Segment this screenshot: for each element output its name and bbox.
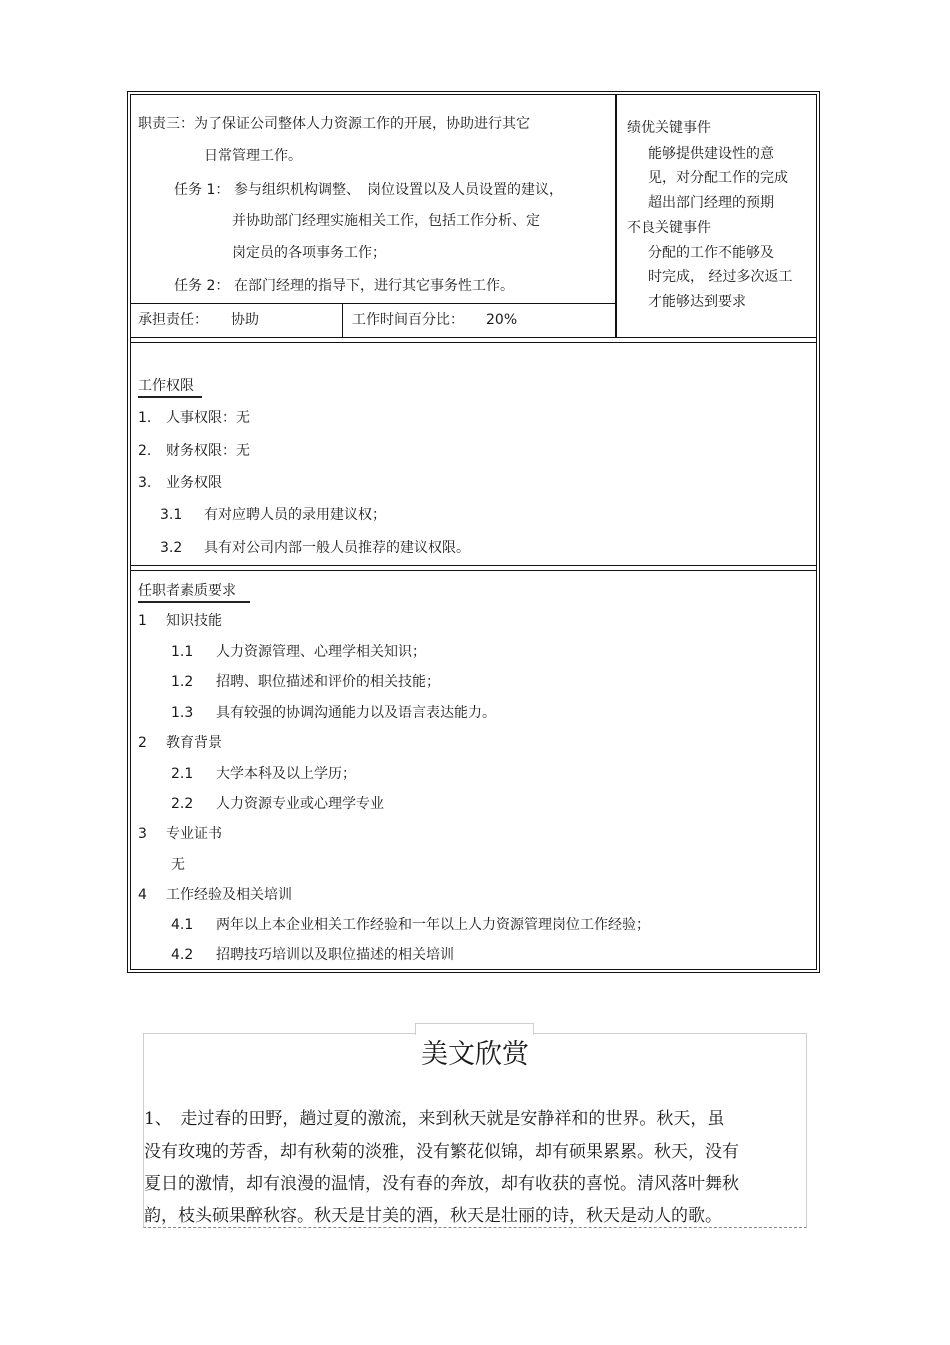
qual-item-text: 具有较强的协调沟通能力以及语言表达能力。 <box>216 705 496 721</box>
authority-title: 工作权限 <box>138 377 202 398</box>
qualification-title: 任职者素质要求 <box>138 582 250 603</box>
duty-line-2: 日常管理工作。 <box>204 148 302 164</box>
qual-section-num: 1 <box>138 613 147 629</box>
task1-line-2: 并协助部门经理实施相关工作，包括工作分析、定 <box>232 213 540 229</box>
task2-line-1: 在部门经理的指导下，进行其它事务性工作。 <box>234 278 514 294</box>
qual-section-title: 专业证书 <box>166 826 222 842</box>
task1-label: 任务 1： <box>174 182 230 198</box>
responsibility-divider <box>342 303 343 338</box>
authority-subitem-num: 3.2 <box>160 540 183 556</box>
task1-line-1: 参与组织机构调整、 岗位设置以及人员设置的建议， <box>234 182 563 198</box>
qual-section-title: 工作经验及相关培训 <box>166 887 292 903</box>
qual-item-num: 1.2 <box>171 674 194 690</box>
authority-item-text: 财务权限：无 <box>166 443 250 459</box>
qual-item-num: 4.1 <box>171 917 194 933</box>
time-percentage-value: 20% <box>486 312 518 328</box>
authority-subitem-text: 有对应聘人员的录用建议权； <box>204 507 386 523</box>
bad-events-line: 分配的工作不能够及 <box>648 245 774 261</box>
authority-item-num: 2. <box>138 443 152 459</box>
qual-section-title: 知识技能 <box>166 613 222 629</box>
section-divider-1 <box>131 337 816 343</box>
qual-item-text: 人力资源管理、心理学相关知识； <box>216 644 426 660</box>
bad-events-line: 才能够达到要求 <box>648 294 746 310</box>
excellent-events-line: 超出部门经理的预期 <box>648 195 774 211</box>
essay-title: 美文欣赏 <box>421 1039 529 1070</box>
qual-item-num: 2.2 <box>171 796 194 812</box>
essay-line: 1、 走过春的田野，趟过夏的激流，来到秋天就是安静祥和的世界。秋天，虽 <box>144 1109 725 1129</box>
qual-item-text: 大学本科及以上学历； <box>216 766 356 782</box>
responsibility-value: 协助 <box>231 312 259 328</box>
authority-subitem-text: 具有对公司内部一般人员推荐的建议权限。 <box>204 540 470 556</box>
section-divider-2 <box>131 565 816 571</box>
qual-item-text: 招聘、职位描述和评价的相关技能； <box>216 674 440 690</box>
qual-section-num: 4 <box>138 887 147 903</box>
qual-section-title: 教育背景 <box>166 735 222 751</box>
qual-item-text: 两年以上本企业相关工作经验和一年以上人力资源管理岗位工作经验； <box>216 917 650 933</box>
responsibility-label: 承担责任： <box>138 312 208 328</box>
essay-line: 没有玫瑰的芳香，却有秋菊的淡雅，没有繁花似锦，却有硕果累累。秋天，没有 <box>144 1142 739 1162</box>
authority-subitem-num: 3.1 <box>160 507 183 523</box>
column-divider <box>615 95 617 338</box>
qual-item-num: 2.1 <box>171 766 194 782</box>
qual-item-text: 招聘技巧培训以及职位描述的相关培训 <box>216 947 454 963</box>
bad-events-line: 时完成， 经过多次返工 <box>648 269 793 285</box>
qual-item-text: 人力资源专业或心理学专业 <box>216 796 384 812</box>
qual-section-num: 3 <box>138 826 147 842</box>
excellent-events-line: 见，对分配工作的完成 <box>648 170 788 186</box>
qual-item-num: 1.3 <box>171 705 194 721</box>
authority-item-text: 业务权限 <box>166 475 222 491</box>
essay-box-tab <box>415 1023 534 1035</box>
authority-item-text: 人事权限：无 <box>166 410 250 426</box>
qual-item-num: 4.2 <box>171 947 194 963</box>
task1-line-3: 岗定员的各项事务工作； <box>232 245 386 261</box>
excellent-events-title: 绩优关键事件 <box>627 120 711 136</box>
bad-events-title: 不良关键事件 <box>627 220 711 236</box>
duty-row-divider <box>131 303 616 304</box>
essay-line: 韵，枝头硕果醉秋容。秋天是甘美的酒，秋天是壮丽的诗，秋天是动人的歌。 <box>144 1206 722 1226</box>
duty-line-1: 职责三：为了保证公司整体人力资源工作的开展，协助进行其它 <box>138 116 530 132</box>
essay-line: 夏日的激情，却有浪漫的温情，没有春的奔放，却有收获的喜悦。清风落叶舞秋 <box>144 1174 739 1194</box>
qual-item-num: 1.1 <box>171 644 194 660</box>
task2-label: 任务 2： <box>174 278 230 294</box>
qual-section-note: 无 <box>171 857 185 873</box>
qual-section-num: 2 <box>138 735 147 751</box>
time-percentage-label: 工作时间百分比： <box>352 312 464 328</box>
excellent-events-line: 能够提供建设性的意 <box>648 146 774 162</box>
authority-item-num: 3. <box>138 475 152 491</box>
authority-item-num: 1. <box>138 410 152 426</box>
